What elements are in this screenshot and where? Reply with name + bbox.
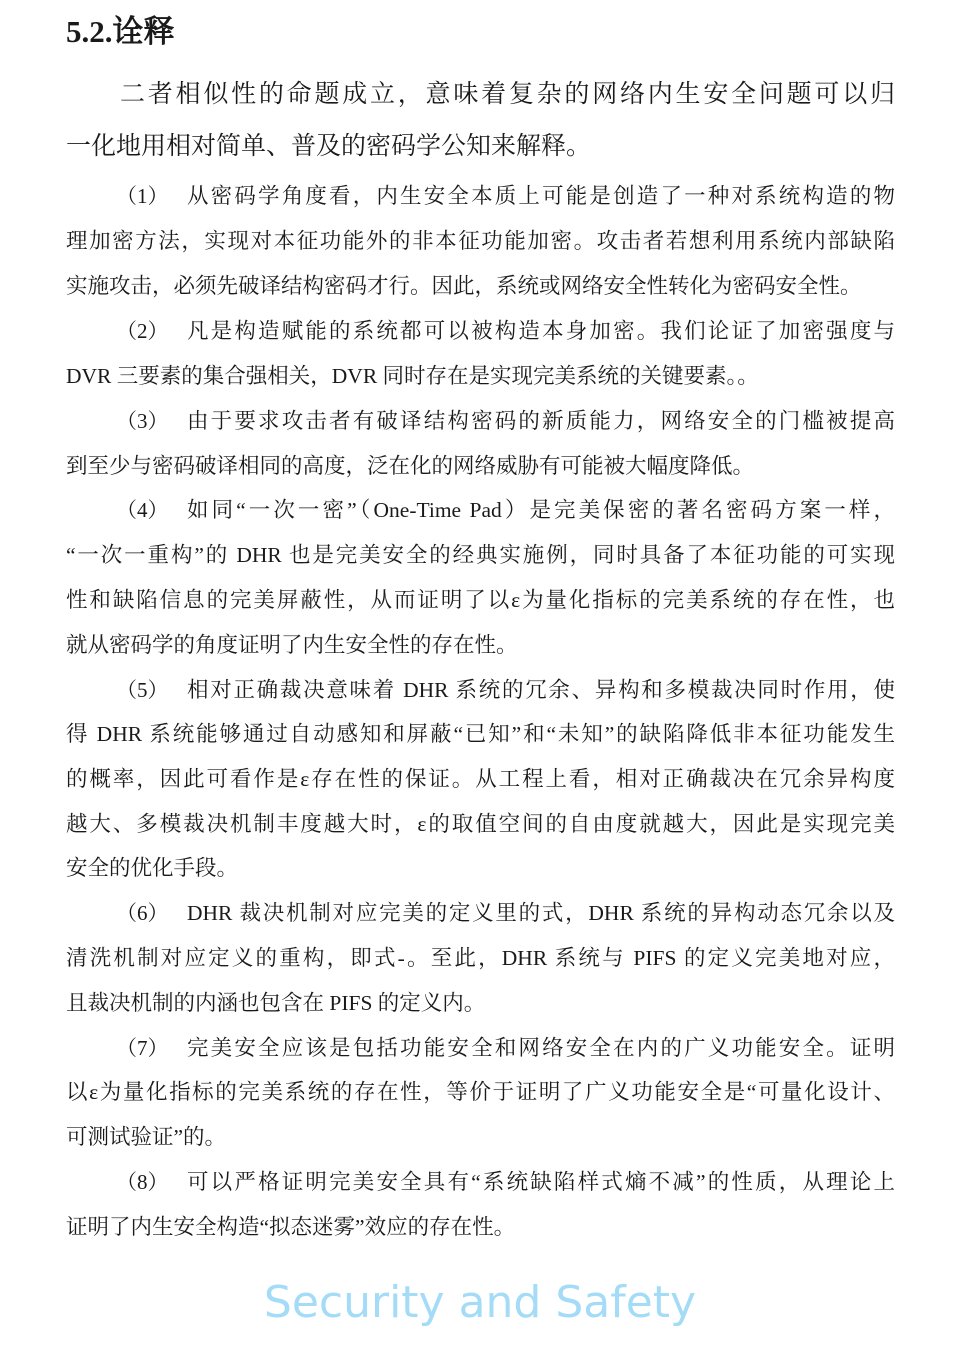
text-line: DVR 三要素的集合强相关，DVR 同时存在是实现完美系统的关键要素。。 bbox=[66, 364, 759, 388]
text-line: 实施攻击，必须先破译结构密码才行。因此，系统或网络安全性转化为密码安全性。 bbox=[66, 274, 862, 298]
text-line: 一化地用相对简单、普及的密码学公知来解释。 bbox=[66, 133, 592, 160]
text-line: 性和缺陷信息的完美屏蔽性，从而证明了以ε为量化指标的完美系统的存在性，也 bbox=[66, 588, 895, 612]
text-line: 完美安全应该是包括功能安全和网络安全在内的广义功能安全。证明 bbox=[187, 1036, 895, 1060]
text-line: “一次一重构”的 DHR 也是完美安全的经典实施例，同时具备了本征功能的可实现 bbox=[66, 543, 895, 567]
text-line: 二者相似性的命题成立，意味着复杂的网络内生安全问题可以归 bbox=[120, 81, 895, 108]
paragraph-number: （6） bbox=[116, 901, 169, 925]
section-title: 5.2.诠释 bbox=[66, 14, 175, 49]
watermark: Security and Safety bbox=[263, 1277, 697, 1328]
text-line: 可测试验证”的。 bbox=[66, 1125, 227, 1149]
paragraph-number: （3） bbox=[116, 409, 169, 433]
paragraph-number: （7） bbox=[116, 1036, 169, 1060]
text-line: 清洗机制对应定义的重构，即式-。至此，DHR 系统与 PIFS 的定义完美地对应， bbox=[66, 946, 895, 970]
text-line: 以ε为量化指标的完美系统的存在性，等价于证明了广义功能安全是“可量化设计、 bbox=[66, 1080, 895, 1104]
text-line: 证明了内生安全构造“拟态迷雾”效应的存在性。 bbox=[66, 1215, 516, 1239]
text-line: 从密码学角度看，内生安全本质上可能是创造了一种对系统构造的物 bbox=[187, 184, 895, 208]
text-line: 如同“一次一密”（One-Time Pad）是完美保密的著名密码方案一样， bbox=[187, 498, 895, 522]
text-line: DHR 裁决机制对应完美的定义里的式，DHR 系统的异构动态冗余以及 bbox=[187, 901, 895, 925]
text-line: 就从密码学的角度证明了内生安全性的存在性。 bbox=[66, 633, 518, 657]
text-line: 越大、多模裁决机制丰度越大时，ε的取值空间的自由度就越大，因此是实现完美 bbox=[66, 812, 895, 836]
text-line: 安全的优化手段。 bbox=[66, 856, 239, 880]
text-line: 凡是构造赋能的系统都可以被构造本身加密。我们论证了加密强度与 bbox=[187, 319, 895, 343]
text-line: 的概率，因此可看作是ε存在性的保证。从工程上看，相对正确裁决在冗余异构度 bbox=[66, 767, 895, 791]
text-line: 得 DHR 系统能够通过自动感知和屏蔽“已知”和“未知”的缺陷降低非本征功能发生 bbox=[66, 722, 895, 746]
paragraph-number: （5） bbox=[116, 678, 169, 702]
text-line: 可以严格证明完美安全具有“系统缺陷样式熵不减”的性质，从理论上 bbox=[187, 1170, 895, 1194]
text-line: 相对正确裁决意味着 DHR 系统的冗余、异构和多模裁决同时作用，使 bbox=[187, 678, 895, 702]
paragraph-number: （8） bbox=[116, 1170, 169, 1194]
paragraph-number: （4） bbox=[116, 498, 169, 522]
paragraph-number: （2） bbox=[116, 319, 169, 343]
text-line: 到至少与密码破译相同的高度，泛在化的网络威胁有可能被大幅度降低。 bbox=[66, 454, 755, 478]
paragraph-number: （1） bbox=[116, 184, 169, 208]
text-line: 理加密方法，实现对本征功能外的非本征功能加密。攻击者若想利用系统内部缺陷 bbox=[66, 229, 895, 253]
text-line: 由于要求攻击者有破译结构密码的新质能力，网络安全的门槛被提高 bbox=[187, 409, 895, 433]
text-line: 且裁决机制的内涵也包含在 PIFS 的定义内。 bbox=[66, 991, 486, 1015]
